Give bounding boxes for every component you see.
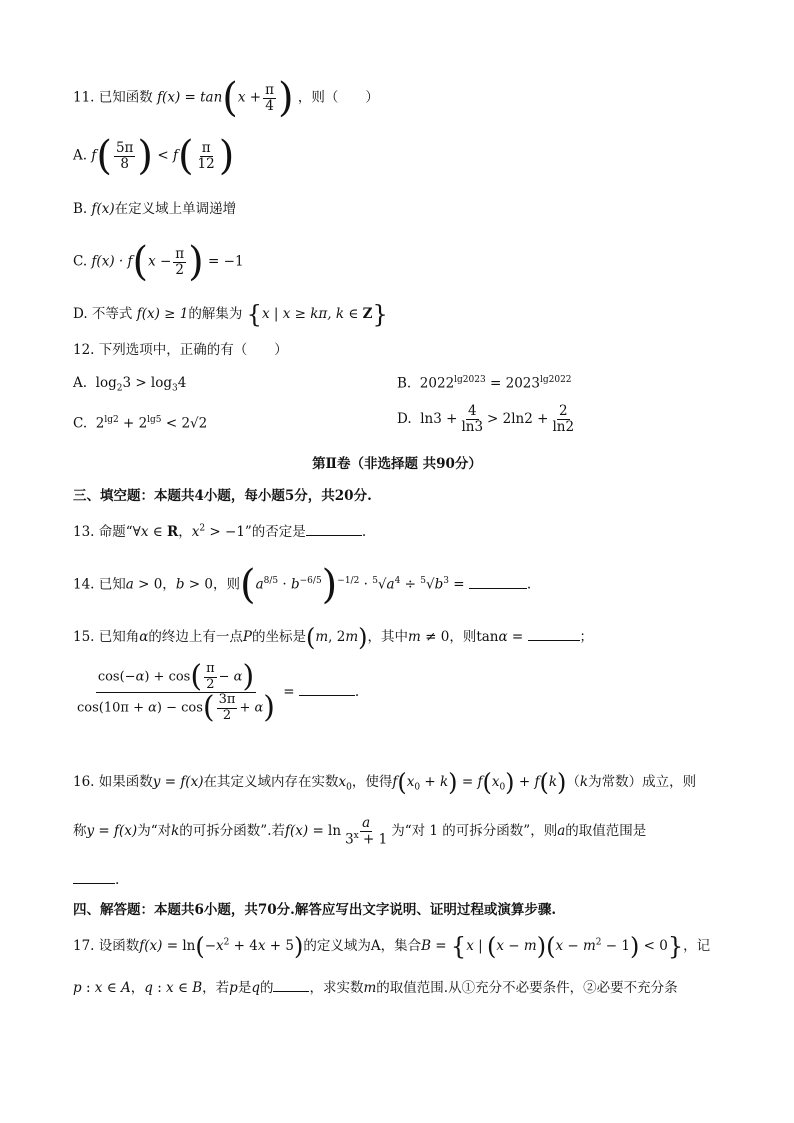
q15: 15. 已知角α的终边上有一点P的坐标是(m, 2m)，其中m ≠ 0，则tanα = ； [73, 623, 594, 652]
q11-stem: 11. 已知函数 f(x) = tan(x + $\frac{\pi}{4}$ ) ，则（ ） [73, 75, 379, 121]
q15-fraction: cos(−α) + cos( $\frac{\pi}{2}$ − α) cos(10π + α) − cos( $\frac{3\pi}{2}$ + α) = . [77, 659, 360, 725]
q11-stem-suffix: ，则（ ） [297, 89, 379, 106]
q11-option-a: A. f( $\frac{5\pi}{8}$ ) < f( $\frac{\pi}{12}$ ) [73, 133, 235, 179]
q16-line1: 16. 如果函数y = f(x)在其定义域内存在实数$x_0$，使得$f(x_0 + k) = f(x_0) + f(k)(k$为常数）成立，则 [73, 768, 697, 797]
answer-blank[interactable] [273, 991, 309, 992]
q17-line1: 17. 设函数$f(x) = \ln(-x^2 + 4x + 5)$的定义域为A，集合B = {x | $(x - m)(x - m^2 - 1) < 0$}，记 [73, 932, 711, 961]
q13: 13. 命题“∀x ∈ R，$x^2 > -1$”的否定是 . [73, 523, 367, 540]
q11-option-d: D. 不等式 f(x) ≥ 1的解集为 {x | x ≥ kπ, k ∈ Z} [73, 300, 388, 329]
answer-blank[interactable] [469, 588, 527, 589]
q11-stem-prefix: 11. 已知函数 [73, 89, 153, 106]
answer-blank[interactable] [73, 883, 115, 884]
q12-option-b: B. $2022^{lg2023} = 2023^{lg2022}$ [397, 375, 572, 392]
q17-line2: p : x ∈ A，q : x ∈ B，若p是q的 ，求实数m的取值范围.从①充分不必要条件，②必要不充分条 [73, 980, 678, 996]
q12-option-c: C. $2^{lg2} + 2^{lg5} < 2√2$ [73, 415, 208, 432]
q14: 14. 已知a > 0，b > 0，则$(a^{8/5} \cdot b^{-6/5})^{-1/2} \cdot ^5√a^4 \div ^5√b^3$ = . [73, 562, 532, 608]
answer-blank[interactable] [528, 640, 580, 641]
q12-option-d: D. ln3 + $\frac{4}{\ln 3}$ > 2ln2 + $\frac{2}{\ln 2}$ [397, 403, 575, 435]
answer-blank[interactable] [306, 535, 362, 536]
q11-option-c: C. f(x) · f(x − $\frac{\pi}{2}$ ) = −1 [73, 239, 244, 285]
solve-heading: 四、解答题：本题共6小题，共70分.解答应写出文字说明、证明过程或演算步骤. [73, 902, 557, 918]
q12-option-a: A. $\log_23 > \log_34$ [73, 375, 187, 394]
q11-function-def: f(x) = tan [157, 89, 223, 106]
q12-stem: 12. 下列选项中，正确的有（ ） [73, 342, 288, 358]
section-title: 第Ⅱ卷（非选择题 共90分） [312, 456, 482, 472]
q16-answer: . [73, 872, 119, 888]
answer-blank[interactable] [299, 695, 355, 696]
q11-option-b: B. f(x)在定义域上单调递增 [73, 201, 237, 217]
fill-in-heading: 三、填空题：本题共4小题，每小题5分，共20分. [73, 488, 372, 504]
q16-line2: 称y = f(x)为“对k的可拆分函数”.若f(x) = ln $\frac{a}{3^x + 1}$ 为“对 1 的可拆分函数”，则a的取值范围是 [73, 815, 647, 848]
